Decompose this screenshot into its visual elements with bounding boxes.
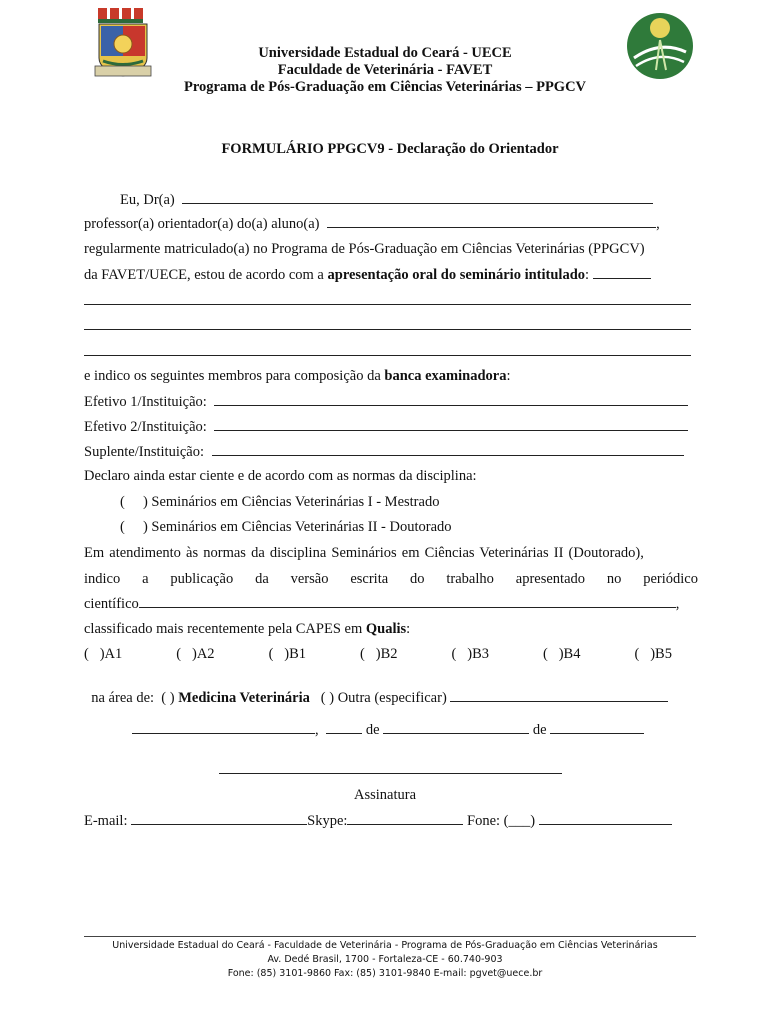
indico-word: publicação xyxy=(170,571,234,587)
de-label-2: de xyxy=(532,722,547,738)
cientifico-label: científico xyxy=(84,596,139,612)
efetivo1-label: Efetivo 1/Instituição: xyxy=(84,394,207,410)
indico-word: escrita xyxy=(350,571,389,587)
fone-label: Fone: (___) xyxy=(467,813,536,829)
seminar-title-line-1[interactable] xyxy=(84,304,691,305)
suplente-field[interactable] xyxy=(212,442,684,456)
eu-line xyxy=(120,190,770,209)
faculty-name: Faculdade de Veterinária - FAVET xyxy=(277,62,493,78)
classificado-post: : xyxy=(406,621,411,637)
qualis-option-b5[interactable]: ( )B5 xyxy=(634,646,672,662)
favet-bold: apresentação oral do seminário intitulado xyxy=(327,267,586,283)
day-field[interactable] xyxy=(326,720,362,734)
footer-divider xyxy=(84,936,696,937)
classificado-line xyxy=(84,620,770,638)
declaro-line: Declaro ainda estar ciente e de acordo com as normas da disciplina: xyxy=(84,468,477,484)
footer-contacts: Fone: (85) 3101-9860 Fax: (85) 3101-9840 E-mail: pgvet@uece.br xyxy=(227,968,543,979)
indico-word: trabalho xyxy=(446,571,494,587)
indico-word: versão xyxy=(290,571,329,587)
qualis-option-b1[interactable]: ( )B1 xyxy=(268,646,307,662)
efetivo2-field[interactable] xyxy=(214,417,688,431)
signature-label: Assinatura xyxy=(353,787,416,803)
professor-label: professor(a) orientador(a) do(a) aluno(a) xyxy=(84,216,320,232)
outra-option[interactable]: ( ) Outra (especificar) xyxy=(309,690,447,706)
orientador-name-field[interactable] xyxy=(182,190,653,204)
email-field[interactable] xyxy=(131,811,307,825)
indico-word: apresentado xyxy=(515,571,586,587)
option-doutorado[interactable]: ( ) Seminários em Ciências Veterinárias II - Doutorado xyxy=(120,519,452,535)
comma: , xyxy=(315,722,319,738)
favet-pre: da FAVET/UECE, estou de acordo com a xyxy=(84,267,328,283)
regular-line: regularmente matriculado(a) no Programa de Pós-Graduação em Ciências Veterinárias (PPGCV) xyxy=(84,241,645,257)
indico-word: periódico xyxy=(643,571,698,587)
signature-line[interactable] xyxy=(219,773,562,774)
form-title: FORMULÁRIO PPGCV9 - Declaração do Orientador xyxy=(221,141,559,157)
email-label: E-mail: xyxy=(84,813,128,829)
de-label-1: de xyxy=(365,722,380,738)
medicina-veterinaria-option[interactable]: Medicina Veterinária xyxy=(178,690,310,706)
aluno-name-field[interactable] xyxy=(327,214,656,228)
efetivo1-line xyxy=(84,392,770,411)
date-line xyxy=(132,720,770,739)
area-line xyxy=(84,670,770,707)
contact-line xyxy=(84,811,770,830)
qualis-option-b4[interactable]: ( )B4 xyxy=(543,646,581,662)
fone-field[interactable] xyxy=(539,811,672,825)
seminar-title-line-3[interactable] xyxy=(84,355,691,356)
qualis-option-a1[interactable]: ( )A1 xyxy=(84,646,123,662)
qualis-option-b2[interactable]: ( )B2 xyxy=(360,646,398,662)
skype-label: Skype: xyxy=(307,813,348,829)
periodico-field[interactable] xyxy=(139,594,676,608)
month-field[interactable] xyxy=(383,720,529,734)
qualis-bold: Qualis xyxy=(365,621,407,637)
banca-bold: banca examinadora xyxy=(384,368,507,384)
qualis-options xyxy=(84,645,672,663)
professor-line xyxy=(84,214,770,233)
option-mestrado[interactable]: ( ) Seminários em Ciências Veterinárias I - Mestrado xyxy=(120,494,440,510)
classificado-pre: classificado mais recentemente pela CAPES em xyxy=(84,621,366,637)
indico-word: da xyxy=(255,571,269,587)
indico-word: no xyxy=(606,571,622,587)
banca-line xyxy=(84,367,770,385)
indico-line xyxy=(84,570,698,588)
city-field[interactable] xyxy=(132,720,315,734)
seminar-title-field-start[interactable] xyxy=(593,265,651,279)
efetivo1-field[interactable] xyxy=(214,392,688,406)
indico-word: a xyxy=(142,571,149,587)
efetivo2-line xyxy=(84,417,770,436)
area-pre[interactable]: na área de: ( ) xyxy=(91,690,179,706)
favet-line xyxy=(84,265,770,284)
suplente-line xyxy=(84,442,770,461)
cientifico-line xyxy=(84,594,770,613)
comma: , xyxy=(656,216,660,232)
program-name: Programa de Pós-Graduação em Ciências Veterinárias – PPGCV xyxy=(183,79,587,95)
outra-field[interactable] xyxy=(450,688,668,702)
university-name: Universidade Estadual do Ceará - UECE xyxy=(258,45,512,61)
banca-pre: e indico os seguintes membros para composição da xyxy=(84,368,385,384)
suplente-label: Suplente/Instituição: xyxy=(84,444,205,460)
comma: , xyxy=(675,596,680,612)
qualis-option-b3[interactable]: ( )B3 xyxy=(451,646,489,662)
qualis-option-a2[interactable]: ( )A2 xyxy=(176,646,215,662)
footer-address: Av. Dedé Brasil, 1700 - Fortaleza-CE - 60.740-903 xyxy=(267,954,503,965)
atendimento-line: Em atendimento às normas da disciplina Seminários em Ciências Veterinárias II (Doutorado), xyxy=(84,545,644,561)
indico-word: indico xyxy=(84,571,121,587)
favet-post: : xyxy=(585,267,590,283)
indico-word: do xyxy=(410,571,425,587)
efetivo2-label: Efetivo 2/Instituição: xyxy=(84,419,207,435)
year-field[interactable] xyxy=(550,720,644,734)
seminar-title-line-2[interactable] xyxy=(84,329,691,330)
footer-line-1: Universidade Estadual do Ceará - Faculdade de Veterinária - Programa de Pós-Graduação em Ciências Veterinárias xyxy=(112,940,658,951)
skype-field[interactable] xyxy=(347,811,463,825)
banca-post: : xyxy=(506,368,511,384)
eu-label: Eu, Dr(a) xyxy=(120,192,175,208)
